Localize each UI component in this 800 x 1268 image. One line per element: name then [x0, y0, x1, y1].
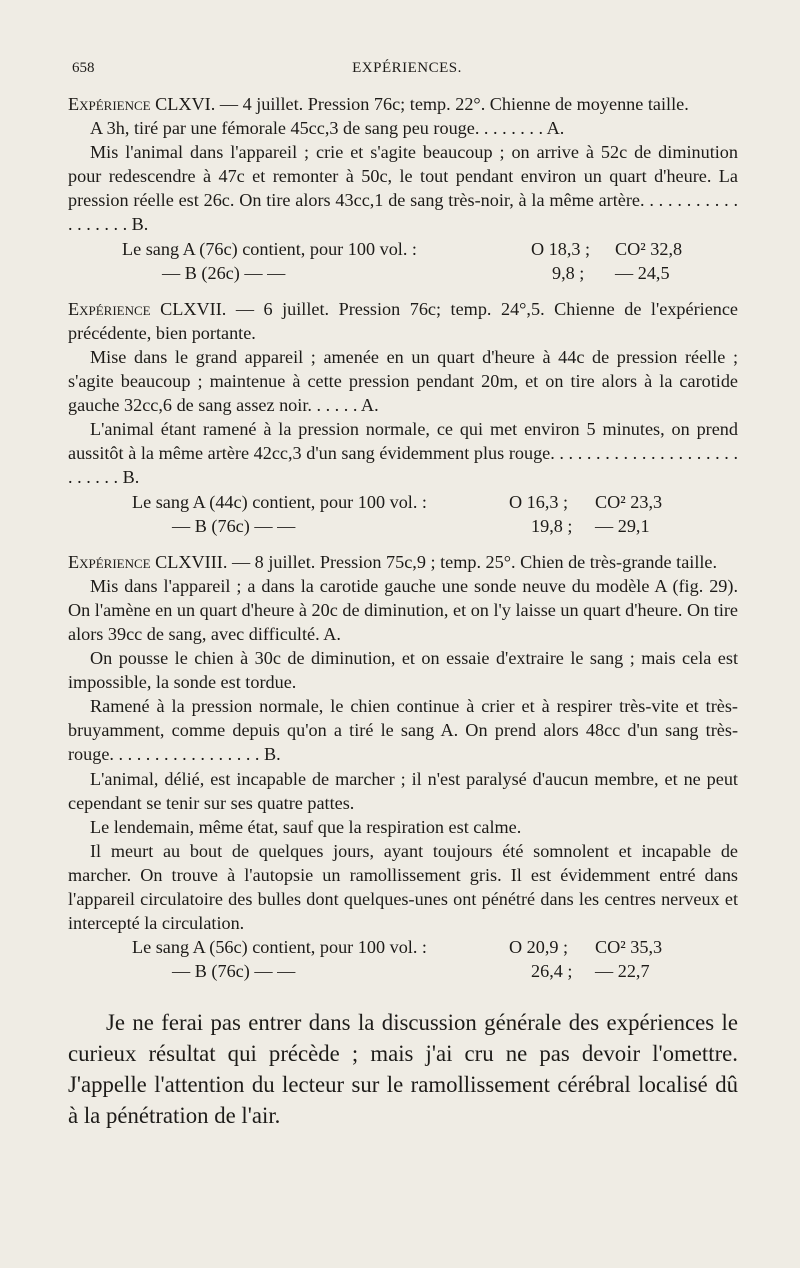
experiment-label: Expérience	[68, 94, 151, 114]
experiment-paragraph: Ramené à la pression normale, le chien continue à crier et à respirer très-vite et très-bruyamment, comme depuis qu'on a tiré le sang A. On prend alors 48cc d'un sang très-rouge. . . . . . . . . . . . . . . . . B.	[68, 696, 738, 765]
page-number: 658	[72, 60, 95, 76]
result-label: Le sang A (76c) contient, pour 100 vol. :	[122, 238, 417, 259]
experiment-intro: CLXVIII. — 8 juillet. Pression 75c,9 ; temp. 25°. Chien de très-grande taille.	[155, 551, 718, 572]
result-row	[68, 261, 738, 285]
result-row	[68, 237, 738, 261]
experiment-heading	[68, 92, 738, 116]
result-row	[68, 490, 738, 514]
page-header	[72, 60, 742, 82]
experiment-intro: CLXVII. — 6 juillet. Pression 76c; temp. 24°,5. Chienne de l'expérience précédente, bien portante.	[68, 298, 739, 343]
experiment-paragraph: Mis l'animal dans l'appareil ; crie et s'agite beaucoup ; on arrive à 52c de diminution pour redescendre à 47c et remonter à 50c, le tout pendant environ un quart d'heure. La pression réelle est 26c. On tire alors 43cc,1 de sang très-noir, à la même artère. . . . . . . . . . . . . . . . . . B.	[68, 142, 738, 235]
experiment-paragraph: Mise dans le grand appareil ; amenée en un quart d'heure à 44c de pression réelle ; s'agite beaucoup ; maintenue à cette pression pendant 20m, et on tire alors à la carotide gauche 32cc,6 de sang assez noir. . . . . . A.	[68, 346, 738, 416]
result-co2: — 24,5	[615, 262, 670, 283]
experiment-intro: CLXVI. — 4 juillet. Pression 76c; temp. 22°. Chienne de moyenne taille.	[155, 94, 689, 114]
experiment-paragraph: L'animal étant ramené à la pression normale, ce qui met environ 5 minutes, on prend aussitôt à la même artère 42cc,3 d'un sang évidemment plus rouge. . . . . . . . . . . . . . . . . . . . . . . . . . . B.	[68, 419, 738, 488]
experiment-paragraph: Le lendemain, même état, sauf que la respiration est calme.	[90, 816, 522, 837]
experiment-label: Expérience	[68, 551, 151, 572]
experiment-heading	[68, 550, 738, 574]
experiment-paragraph: A 3h, tiré par une fémorale 45cc,3 de sang peu rouge. . . . . . . . A.	[90, 118, 565, 139]
result-co2: — 29,1	[595, 515, 650, 536]
experiment-paragraph: On pousse le chien à 30c de diminution, et on essaie d'extraire le sang ; mais cela est impossible, la sonde est tordue.	[68, 648, 738, 693]
result-label: — B (76c) — —	[172, 961, 296, 982]
result-oxygen: 19,8 ;	[531, 515, 573, 536]
result-oxygen: O 20,9 ;	[509, 937, 569, 958]
result-oxygen: 9,8 ;	[552, 262, 585, 283]
result-row	[68, 935, 738, 959]
result-co2: CO² 23,3	[595, 491, 663, 512]
experiment-heading	[68, 297, 738, 345]
experiment-paragraph: L'animal, délié, est incapable de marcher ; il n'est paralysé d'aucun membre, et ne peut cependant se tenir sur ses quatre pattes.	[68, 768, 738, 813]
result-oxygen: O 16,3 ;	[509, 491, 569, 512]
running-title: EXPÉRIENCES.	[352, 60, 462, 76]
experiment-paragraph: Il meurt au bout de quelques jours, ayant toujours été somnolent et incapable de marcher. On trouve à l'autopsie un ramollissement gris. Il est évidemment entré dans l'appareil circulatoire des bulles dont quelques-unes ont pénétré dans les centres nerveux et intercepté la circulation.	[68, 840, 738, 934]
result-co2: — 22,7	[595, 961, 650, 982]
experiment-label: Expérience	[68, 298, 151, 319]
result-row	[68, 514, 738, 538]
result-label: — B (26c) — —	[162, 262, 286, 283]
result-label: Le sang A (44c) contient, pour 100 vol. :	[132, 491, 427, 512]
result-oxygen: O 18,3 ;	[531, 238, 591, 259]
conclusion-paragraph: Je ne ferai pas entrer dans la discussion générale des expériences le curieux résultat qui précède ; mais j'ai cru ne pas devoir l'omettre. J'appelle l'attention du lecteur sur le ramollissement cérébral localisé dû à la pénétration de l'air.	[68, 1010, 738, 1129]
experiment-paragraph: Mis dans l'appareil ; a dans la carotide gauche une sonde neuve du modèle A (fig. 29). On l'amène en un quart d'heure à 20c de diminution, et on l'y laisse un quart d'heure. On tire alors 39cc de sang, avec difficulté. A.	[68, 575, 738, 644]
result-row	[68, 959, 738, 983]
result-oxygen: 26,4 ;	[531, 961, 573, 982]
result-label: — B (76c) — —	[172, 515, 296, 536]
result-co2: CO² 32,8	[615, 238, 683, 259]
page-body	[68, 92, 738, 1131]
result-label: Le sang A (56c) contient, pour 100 vol. :	[132, 937, 427, 958]
result-co2: CO² 35,3	[595, 937, 663, 958]
